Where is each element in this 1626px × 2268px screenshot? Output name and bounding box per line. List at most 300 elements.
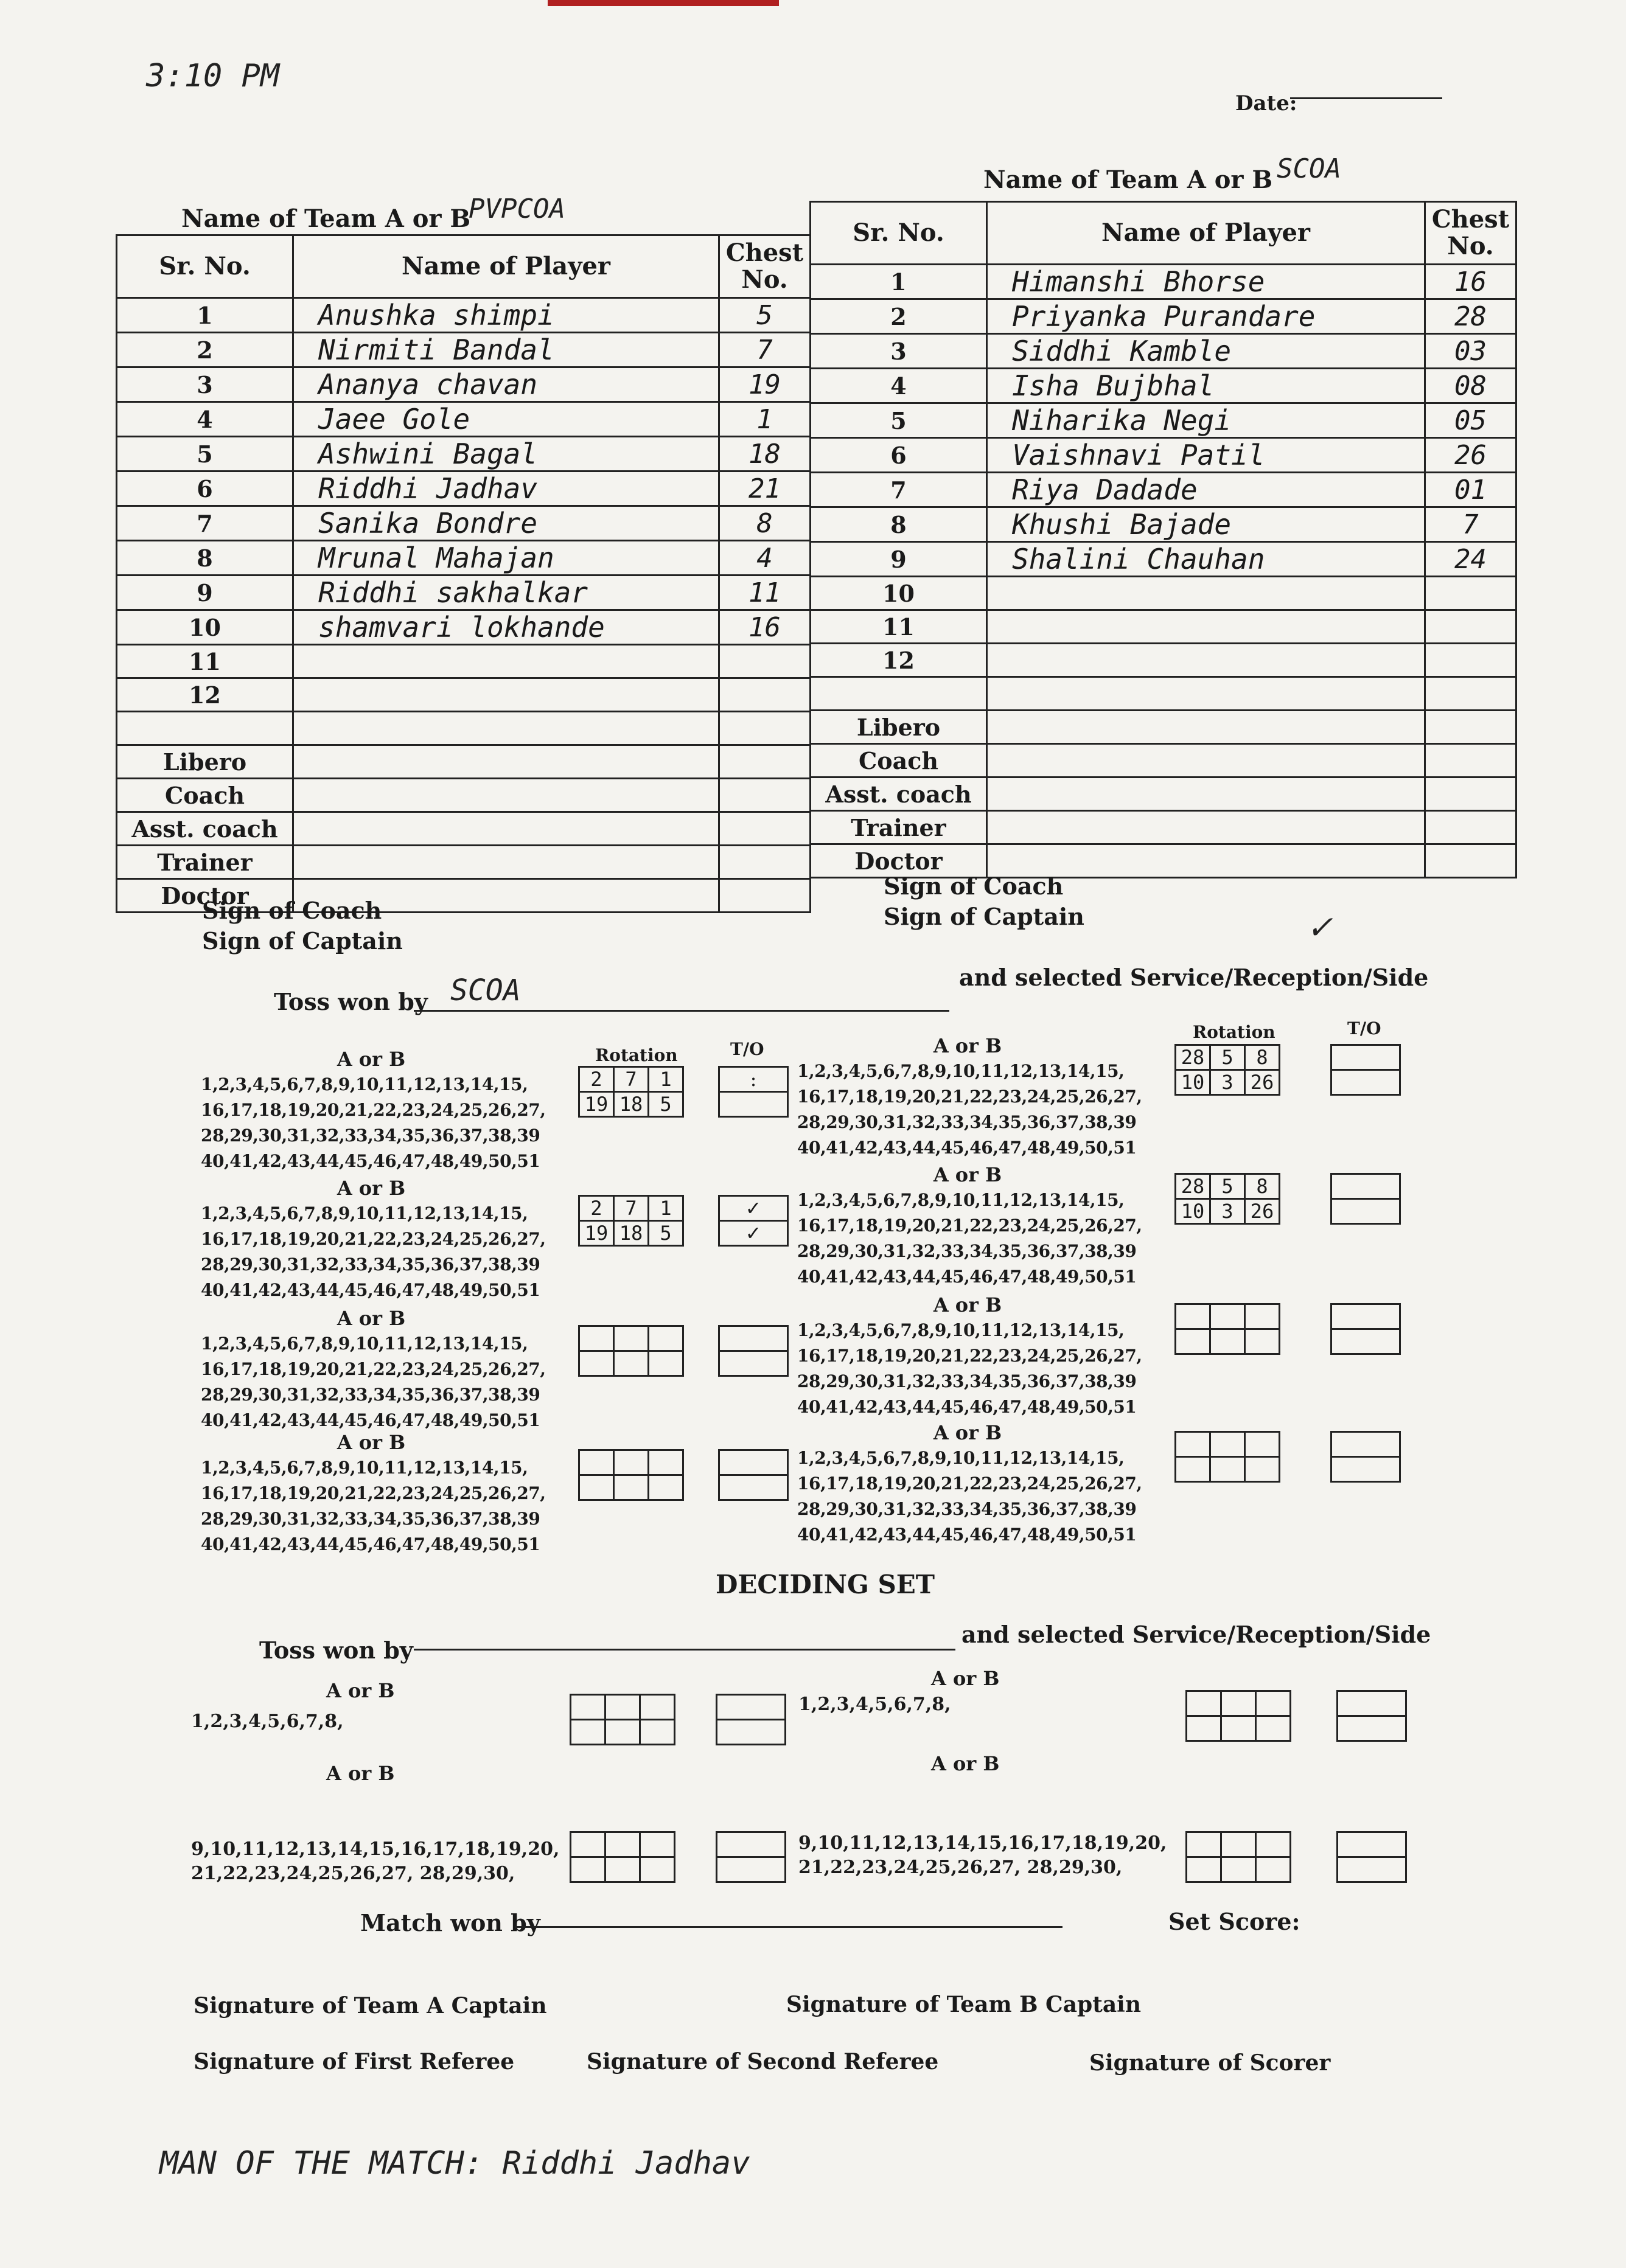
table-row [117, 846, 811, 879]
rotation-cell[interactable] [614, 1450, 649, 1475]
role-chest [1425, 711, 1516, 744]
rotation-cell[interactable]: 28 [1176, 1045, 1210, 1070]
rotation-cell[interactable]: 18 [614, 1221, 649, 1246]
rotation-cell[interactable]: 10 [1176, 1199, 1210, 1224]
team-a-col-player: Name of Player [293, 235, 719, 298]
player-sr: 8 [117, 541, 293, 576]
player-sr: 4 [811, 369, 987, 403]
set-1-right-timeout-box[interactable] [1330, 1044, 1401, 1096]
player-chest: 03 [1425, 334, 1516, 369]
table-row [117, 333, 811, 367]
player-name: Ashwini Bagal [293, 437, 719, 471]
grid-cell[interactable] [605, 1720, 640, 1745]
table-row [117, 712, 811, 745]
table-row [117, 576, 811, 610]
ab-label: A or B [337, 1431, 406, 1454]
deciding-a-timeout-1[interactable] [716, 1694, 786, 1745]
grid-cell[interactable] [1338, 1691, 1406, 1716]
rotation-cell[interactable]: 7 [614, 1196, 649, 1221]
rotation-cell[interactable]: 5 [649, 1221, 683, 1246]
rotation-cell[interactable] [579, 1326, 614, 1351]
player-sr: 3 [117, 367, 293, 402]
player-sr: 4 [117, 402, 293, 437]
team-a-roster [116, 234, 811, 913]
table-row [811, 438, 1516, 473]
ab-label: A or B [337, 1177, 406, 1200]
player-chest: 26 [1425, 438, 1516, 473]
grid-cell[interactable] [640, 1832, 675, 1857]
role-label: Coach [811, 744, 987, 777]
player-name: Jaee Gole [293, 402, 719, 437]
grid-cell[interactable] [1187, 1691, 1221, 1716]
rotation-cell[interactable]: 7 [614, 1067, 649, 1092]
set-1-right-block [797, 1034, 1142, 1161]
timeout-cell[interactable] [1331, 1457, 1400, 1482]
grid-cell[interactable] [1256, 1691, 1291, 1716]
rotation-cell[interactable]: 10 [1176, 1070, 1210, 1095]
table-row [811, 265, 1516, 299]
set-2-left-rotation-grid[interactable] [578, 1195, 684, 1247]
player-sr: 3 [811, 334, 987, 369]
role-chest [719, 745, 811, 779]
deciding-a-rotation-1[interactable] [570, 1694, 675, 1745]
player-name: Isha Bujbhal [987, 369, 1425, 403]
table-row [117, 402, 811, 437]
match-won-by-label: Match won by [360, 1909, 540, 1936]
grid-cell[interactable] [605, 1695, 640, 1720]
table-row [811, 507, 1516, 542]
player-name: Siddhi Kamble [987, 334, 1425, 369]
role-label: Trainer [117, 846, 293, 879]
player-sr: 2 [117, 333, 293, 367]
grid-cell[interactable] [1221, 1716, 1256, 1741]
player-name: Nirmiti Bandal [293, 333, 719, 367]
toss-line [414, 1010, 949, 1012]
sig-second-referee: Signature of Second Referee [587, 2049, 939, 2075]
rotation-cell[interactable] [1176, 1329, 1210, 1354]
rotation-cell[interactable] [1245, 1329, 1280, 1354]
player-sr: 10 [117, 610, 293, 645]
player-sr: 5 [117, 437, 293, 471]
blank-cell [811, 677, 987, 711]
timeout-cell[interactable] [1331, 1329, 1400, 1354]
player-name: Priyanka Purandare [987, 299, 1425, 334]
role-name [293, 846, 719, 879]
player-chest: 8 [719, 506, 811, 541]
team-b-col-sr: Sr. No. [811, 202, 987, 265]
table-row [811, 542, 1516, 577]
set-4-left-timeout-box[interactable] [718, 1449, 789, 1501]
ab-label: A or B [933, 1421, 1002, 1444]
player-chest: 08 [1425, 369, 1516, 403]
rotation-cell[interactable] [1245, 1432, 1280, 1457]
grid-cell[interactable] [1256, 1857, 1291, 1882]
set-3-left-rotation-grid[interactable] [578, 1325, 684, 1377]
deciding-a-rotation-2[interactable] [570, 1831, 675, 1883]
points-sequence: 1,2,3,4,5,6,7,8,9,10,11,12,13,14,15, 16,17,18,19,20,21,22,23,24,25,26,27, 28,29,30,31,32,33,34,35,36,37,38,39 40,41,42,43,44,45,46,47,48,49,50,51 [201, 1203, 546, 1300]
timeout-cell[interactable] [1331, 1432, 1400, 1457]
player-name [987, 644, 1425, 677]
role-label: Doctor [811, 844, 987, 878]
man-of-the-match: MAN OF THE MATCH: Riddhi Jadhav [159, 2145, 750, 2182]
rotation-cell[interactable]: 26 [1245, 1199, 1280, 1224]
team-b-roster [809, 201, 1517, 878]
role-chest [1425, 811, 1516, 844]
set-4-left-block [201, 1431, 546, 1557]
table-row [117, 471, 811, 506]
player-sr: 9 [117, 576, 293, 610]
rotation-cell[interactable]: 19 [579, 1221, 614, 1246]
set-3-right-block [797, 1293, 1142, 1420]
rotation-cell[interactable]: 5 [1210, 1174, 1245, 1199]
player-name: Riddhi Jadhav [293, 471, 719, 506]
date-line [1290, 97, 1442, 99]
set-1-left-block [201, 1048, 546, 1174]
rotation-cell[interactable]: 3 [1210, 1199, 1245, 1224]
player-chest: 19 [719, 367, 811, 402]
deciding-b-timeout-2[interactable] [1336, 1831, 1407, 1883]
rotation-cell[interactable] [1245, 1457, 1280, 1482]
rotation-cell[interactable] [649, 1326, 683, 1351]
table-row [811, 334, 1516, 369]
player-sr: 1 [117, 298, 293, 333]
grid-cell[interactable] [640, 1720, 675, 1745]
table-row [117, 678, 811, 712]
grid-cell[interactable] [1338, 1857, 1406, 1882]
table-row [811, 369, 1516, 403]
grid-cell[interactable] [1338, 1832, 1406, 1857]
toss-selected: and selected Service/Reception/Side [959, 964, 1429, 991]
timeout-cell[interactable] [1331, 1304, 1400, 1329]
role-label: Doctor [117, 879, 293, 913]
set-4-right-block [797, 1421, 1142, 1548]
deciding-toss-line [414, 1649, 955, 1651]
role-chest [719, 879, 811, 913]
player-sr: 12 [811, 644, 987, 677]
rotation-cell[interactable]: 2 [579, 1067, 614, 1092]
grid-cell[interactable] [1338, 1716, 1406, 1741]
team-a-name: PVPCOA [469, 193, 565, 224]
points-sequence: 1,2,3,4,5,6,7,8,9,10,11,12,13,14,15, 16,17,18,19,20,21,22,23,24,25,26,27, 28,29,30,31,32,33,34,35,36,37,38,39 40,41,42,43,44,45,46,47,48,49,50,51 [797, 1190, 1142, 1287]
rotation-cell[interactable]: 26 [1245, 1070, 1280, 1095]
rotation-cell[interactable] [649, 1351, 683, 1376]
table-row [811, 403, 1516, 438]
grid-cell[interactable] [1221, 1857, 1256, 1882]
grid-cell[interactable] [717, 1857, 786, 1882]
team-a-sign-captain: Sign of Captain [202, 927, 403, 955]
role-name [987, 811, 1425, 844]
player-name: Khushi Bajade [987, 507, 1425, 542]
grid-cell[interactable] [571, 1857, 605, 1882]
player-name: shamvari lokhande [293, 610, 719, 645]
set-1-left-rotation-grid[interactable] [578, 1066, 684, 1118]
table-row [117, 298, 811, 333]
rotation-cell[interactable] [1210, 1432, 1245, 1457]
role-chest [1425, 744, 1516, 777]
deciding-toss-label: Toss won by [259, 1637, 413, 1664]
grid-cell[interactable] [571, 1832, 605, 1857]
rotation-cell[interactable]: 28 [1176, 1174, 1210, 1199]
toss-label: Toss won by [274, 988, 428, 1015]
timeout-cell[interactable] [719, 1351, 788, 1376]
left-to-heading: T/O [730, 1039, 764, 1059]
sig-scorer: Signature of Scorer [1089, 2050, 1331, 2076]
role-name [987, 777, 1425, 811]
team-b-sign-coach: Sign of Coach [884, 872, 1064, 900]
player-chest: 05 [1425, 403, 1516, 438]
timeout-cell[interactable]: ✓ [719, 1221, 788, 1246]
grid-cell[interactable] [1187, 1832, 1221, 1857]
grid-cell[interactable] [1256, 1832, 1291, 1857]
role-name [293, 812, 719, 846]
set-3-left-block [201, 1307, 546, 1433]
blank-cell [117, 712, 293, 745]
role-chest [719, 779, 811, 812]
timeout-cell[interactable] [719, 1475, 788, 1500]
role-name [987, 711, 1425, 744]
rotation-cell[interactable]: 1 [649, 1067, 683, 1092]
rotation-cell[interactable]: 5 [649, 1092, 683, 1117]
player-chest: 21 [719, 471, 811, 506]
player-name: Vaishnavi Patil [987, 438, 1425, 473]
rotation-cell[interactable] [614, 1351, 649, 1376]
deciding-b-pts-2: 9,10,11,12,13,14,15,16,17,18,19,20, 21,22,23,24,25,26,27, 28,29,30, [798, 1832, 1167, 1878]
grid-cell[interactable] [605, 1832, 640, 1857]
team-b-col-player: Name of Player [987, 202, 1425, 265]
team-a-sign-coach: Sign of Coach [202, 897, 382, 924]
timeout-cell[interactable] [1331, 1045, 1400, 1070]
team-a-col-sr: Sr. No. [117, 235, 293, 298]
sig-team-a-captain: Signature of Team A Captain [194, 1993, 547, 2019]
player-chest [1425, 644, 1516, 677]
player-sr: 9 [811, 542, 987, 577]
player-sr: 7 [811, 473, 987, 507]
set-2-right-rotation-grid[interactable] [1174, 1173, 1280, 1225]
timeout-cell[interactable] [719, 1450, 788, 1475]
player-name: Riya Dadade [987, 473, 1425, 507]
player-name: Riddhi sakhalkar [293, 576, 719, 610]
rotation-cell[interactable] [1210, 1457, 1245, 1482]
player-chest [1425, 577, 1516, 610]
grid-cell[interactable] [1221, 1832, 1256, 1857]
table-row [117, 745, 811, 779]
ab-label: A or B [933, 1163, 1002, 1186]
player-name [987, 610, 1425, 644]
deciding-b-ab-2: A or B [931, 1752, 1000, 1775]
grid-cell[interactable] [1187, 1857, 1221, 1882]
grid-cell[interactable] [1187, 1716, 1221, 1741]
player-sr: 2 [811, 299, 987, 334]
rotation-cell[interactable]: 19 [579, 1092, 614, 1117]
set-score-label: Set Score: [1168, 1908, 1300, 1935]
timeout-cell[interactable] [719, 1326, 788, 1351]
rotation-cell[interactable]: 8 [1245, 1045, 1280, 1070]
role-chest [1425, 777, 1516, 811]
set-1-right-rotation-grid[interactable] [1174, 1044, 1280, 1096]
player-chest: 5 [719, 298, 811, 333]
grid-cell[interactable] [1221, 1691, 1256, 1716]
ab-label: A or B [933, 1034, 1002, 1057]
rotation-cell[interactable] [579, 1450, 614, 1475]
timeout-cell[interactable] [1331, 1174, 1400, 1199]
role-label: Trainer [811, 811, 987, 844]
player-name: Ananya chavan [293, 367, 719, 402]
player-chest [1425, 610, 1516, 644]
set-4-left-rotation-grid[interactable] [578, 1449, 684, 1501]
rotation-cell[interactable]: 1 [649, 1196, 683, 1221]
rotation-cell[interactable] [649, 1475, 683, 1500]
player-chest: 7 [1425, 507, 1516, 542]
timeout-cell[interactable] [1331, 1070, 1400, 1095]
set-2-right-block [797, 1163, 1142, 1290]
left-rotation-heading: Rotation [595, 1045, 678, 1065]
role-name [987, 744, 1425, 777]
rotation-cell[interactable] [1210, 1304, 1245, 1329]
player-sr: 10 [811, 577, 987, 610]
role-label: Coach [117, 779, 293, 812]
set-2-left-block [201, 1177, 546, 1303]
player-chest: 18 [719, 437, 811, 471]
rotation-cell[interactable] [1245, 1304, 1280, 1329]
grid-cell[interactable] [717, 1832, 786, 1857]
timeout-cell[interactable]: : [719, 1067, 788, 1092]
table-row [811, 610, 1516, 644]
rotation-cell[interactable]: 3 [1210, 1070, 1245, 1095]
team-b-name-label: Name of Team A or B [983, 165, 1273, 194]
set-2-left-timeout-box[interactable] [718, 1195, 789, 1247]
team-b-name: SCOA [1277, 153, 1341, 184]
grid-cell[interactable] [640, 1695, 675, 1720]
team-a-col-chest: Chest No. [719, 235, 811, 298]
player-name [987, 577, 1425, 610]
points-sequence: 1,2,3,4,5,6,7,8,9,10,11,12,13,14,15, 16,17,18,19,20,21,22,23,24,25,26,27, 28,29,30,31,32,33,34,35,36,37,38,39 40,41,42,43,44,45,46,47,48,49,50,51 [201, 1074, 546, 1171]
sig-team-b-captain: Signature of Team B Captain [786, 1992, 1142, 2017]
deciding-a-ab-2: A or B [326, 1762, 395, 1785]
table-row [811, 711, 1516, 744]
rotation-cell[interactable] [579, 1475, 614, 1500]
grid-cell[interactable] [605, 1857, 640, 1882]
table-row [117, 437, 811, 471]
rotation-cell[interactable]: 2 [579, 1196, 614, 1221]
grid-cell[interactable] [717, 1695, 786, 1720]
deciding-b-rotation-2[interactable] [1185, 1831, 1291, 1883]
team-a-name-label: Name of Team A or B [181, 204, 471, 233]
player-chest: 7 [719, 333, 811, 367]
table-row [117, 779, 811, 812]
rotation-cell[interactable] [579, 1351, 614, 1376]
set-4-right-timeout-box[interactable] [1330, 1431, 1401, 1483]
role-chest [1425, 844, 1516, 878]
timeout-cell[interactable]: ✓ [719, 1196, 788, 1221]
ab-label: A or B [933, 1293, 1002, 1317]
date-label: Date: [1235, 91, 1297, 116]
set-3-right-rotation-grid[interactable] [1174, 1303, 1280, 1355]
player-name: Anushka shimpi [293, 298, 719, 333]
table-row [811, 777, 1516, 811]
grid-cell[interactable] [640, 1857, 675, 1882]
player-name: Niharika Negi [987, 403, 1425, 438]
points-sequence: 1,2,3,4,5,6,7,8,9,10,11,12,13,14,15, 16,17,18,19,20,21,22,23,24,25,26,27, 28,29,30,31,32,33,34,35,36,37,38,39 40,41,42,43,44,45,46,47,48,49,50,51 [201, 1458, 546, 1554]
table-row [811, 577, 1516, 610]
rotation-cell[interactable] [614, 1326, 649, 1351]
team-b-sign-captain: Sign of Captain [884, 903, 1084, 930]
rotation-cell[interactable] [1210, 1329, 1245, 1354]
set-1-left-timeout-box[interactable] [718, 1066, 789, 1118]
role-chest [719, 846, 811, 879]
set-3-right-timeout-box[interactable] [1330, 1303, 1401, 1355]
player-name: Sanika Bondre [293, 506, 719, 541]
rotation-cell[interactable]: 8 [1245, 1174, 1280, 1199]
blank-cell [987, 677, 1425, 711]
deciding-selected: and selected Service/Reception/Side [961, 1621, 1431, 1648]
deciding-a-timeout-2[interactable] [716, 1831, 786, 1883]
ab-label: A or B [337, 1307, 406, 1330]
set-2-right-timeout-box[interactable] [1330, 1173, 1401, 1225]
team-b-col-chest: Chest No. [1425, 202, 1516, 265]
table-row [117, 645, 811, 678]
set-3-left-timeout-box[interactable] [718, 1325, 789, 1377]
player-chest [719, 645, 811, 678]
rotation-cell[interactable] [1176, 1457, 1210, 1482]
player-sr: 6 [117, 471, 293, 506]
timeout-cell[interactable] [719, 1092, 788, 1117]
table-row [811, 677, 1516, 711]
player-chest: 24 [1425, 542, 1516, 577]
top-red-strip [548, 0, 779, 6]
table-row [811, 473, 1516, 507]
deciding-b-ab-1: A or B [931, 1667, 1000, 1690]
role-name [293, 779, 719, 812]
rotation-cell[interactable] [649, 1450, 683, 1475]
right-to-heading: T/O [1347, 1018, 1381, 1038]
grid-cell[interactable] [717, 1720, 786, 1745]
player-chest [719, 678, 811, 712]
toss-winner: SCOA [450, 973, 521, 1007]
rotation-cell[interactable] [1176, 1304, 1210, 1329]
deciding-b-timeout-1[interactable] [1336, 1690, 1407, 1742]
player-chest: 4 [719, 541, 811, 576]
player-name: Mrunal Mahajan [293, 541, 719, 576]
player-sr: 5 [811, 403, 987, 438]
timeout-cell[interactable] [1331, 1199, 1400, 1224]
table-row [117, 367, 811, 402]
set-4-right-rotation-grid[interactable] [1174, 1431, 1280, 1483]
right-rotation-heading: Rotation [1193, 1022, 1275, 1042]
role-chest [719, 812, 811, 846]
grid-cell[interactable] [571, 1695, 605, 1720]
player-chest: 16 [719, 610, 811, 645]
player-sr: 1 [811, 265, 987, 299]
deciding-b-rotation-1[interactable] [1185, 1690, 1291, 1742]
grid-cell[interactable] [571, 1720, 605, 1745]
grid-cell[interactable] [1256, 1716, 1291, 1741]
blank-cell [1425, 677, 1516, 711]
rotation-cell[interactable] [614, 1475, 649, 1500]
rotation-cell[interactable]: 18 [614, 1092, 649, 1117]
sig-first-referee: Signature of First Referee [194, 2049, 515, 2075]
time-note: 3:10 PM [146, 58, 280, 94]
blank-cell [293, 712, 719, 745]
table-row [117, 610, 811, 645]
points-sequence: 1,2,3,4,5,6,7,8,9,10,11,12,13,14,15, 16,17,18,19,20,21,22,23,24,25,26,27, 28,29,30,31,32,33,34,35,36,37,38,39 40,41,42,43,44,45,46,47,48,49,50,51 [797, 1061, 1142, 1158]
player-sr: 7 [117, 506, 293, 541]
deciding-b-pts-1: 1,2,3,4,5,6,7,8, [798, 1694, 951, 1715]
player-sr: 6 [811, 438, 987, 473]
rotation-cell[interactable] [1176, 1432, 1210, 1457]
match-won-by-line [515, 1926, 1062, 1928]
rotation-cell[interactable]: 5 [1210, 1045, 1245, 1070]
table-row [811, 744, 1516, 777]
